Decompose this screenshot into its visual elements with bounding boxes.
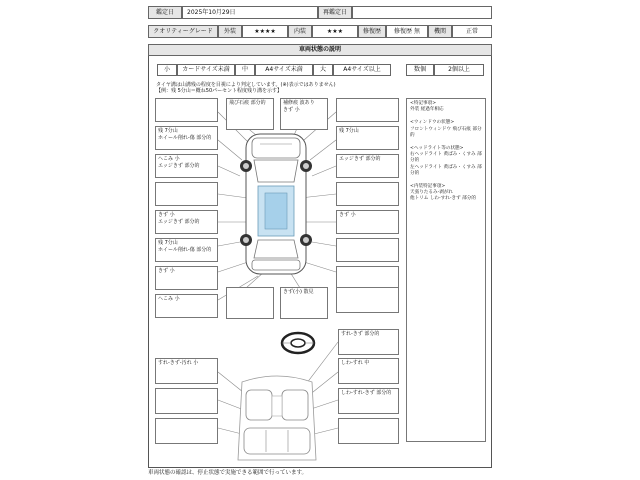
appraisal-date-value: 2025年10月29日 xyxy=(182,6,318,19)
count-desc: 2個以上 xyxy=(434,64,484,76)
window-heading: <ウィンドウの状態> xyxy=(410,120,455,126)
headlight-note-left: 左ヘッドライト 黄ばみ・くすみ 部分的 xyxy=(410,164,482,176)
tire-note-example: 【例：残 5分山＝概ね50パーセント程度残り溝を示す】 xyxy=(156,88,283,94)
condition-box-top-a: 飛び石痕 部分的 xyxy=(226,98,274,130)
appraisal-date-label: 鑑定日 xyxy=(148,6,182,19)
reappraisal-date-value xyxy=(352,6,492,19)
reappraisal-date-label: 再鑑定日 xyxy=(318,6,352,19)
engine-value: 正常 xyxy=(452,25,492,38)
interior-box-left-3 xyxy=(155,418,218,444)
exterior-label: 外装 xyxy=(218,25,242,38)
condition-box-left-4 xyxy=(155,182,218,206)
special-note-exterior: 外装 経過年相応 xyxy=(410,107,444,113)
steering-wheel-icon xyxy=(280,331,316,355)
condition-box-bottom-b: きず(小) 散見 xyxy=(280,287,328,319)
interior-view-diagram xyxy=(232,372,322,462)
condition-box-right-6 xyxy=(336,238,399,262)
condition-box-left-3: へこみ 小 エッジきず 部分的 xyxy=(155,154,218,178)
condition-box-right-5: きず 小 xyxy=(336,210,399,234)
interior-note-trim: 他トリム しわ-すれ-きず 部分的 xyxy=(410,196,476,202)
condition-box-bottom-a xyxy=(226,287,274,319)
condition-box-bottom-c xyxy=(336,287,399,313)
special-notes-panel xyxy=(406,98,486,442)
condition-box-left-2: 残 7分山 ホイール削れ-傷 部分的 xyxy=(155,126,218,150)
interior-box-left-1: すれ-きず-汚れ 小 xyxy=(155,358,218,384)
headlight-heading: <ヘッドライト等の状態> xyxy=(410,145,464,151)
special-notes-heading: <特記事項> xyxy=(410,101,437,106)
car-top-view-diagram xyxy=(236,130,316,280)
condition-box-right-1 xyxy=(336,98,399,122)
size-small-desc: カードサイズ未満 xyxy=(177,64,235,76)
condition-box-left-7: きず 小 xyxy=(155,266,218,290)
repair-history-value: 修復歴 無 xyxy=(386,25,428,38)
condition-box-left-5: きず 小 エッジきず 部分的 xyxy=(155,210,218,234)
interior-notes-heading: <内装特記事項> xyxy=(410,183,446,189)
condition-box-right-3: エッジきず 部分的 xyxy=(336,154,399,178)
size-large-desc: A4サイズ以上 xyxy=(333,64,391,76)
footer-note: 車両状態の確認は、停止状態で実施できる範囲で行っています。 xyxy=(148,470,308,476)
exterior-rating: ★★★★ xyxy=(242,25,288,38)
condition-box-right-2: 残 7分山 xyxy=(336,126,399,150)
condition-box-right-4 xyxy=(336,182,399,206)
interior-label: 内装 xyxy=(288,25,312,38)
interior-box-right-2: しわ-すれ 中 xyxy=(338,358,399,384)
repair-history-label: 修復歴 xyxy=(358,25,386,38)
count-label: 数個 xyxy=(406,64,434,76)
interior-box-left-2 xyxy=(155,388,218,414)
size-medium-desc: A4サイズ未満 xyxy=(255,64,313,76)
quality-grade-label: クオリティーグレード xyxy=(148,25,218,38)
size-small-label: 小 xyxy=(157,64,177,76)
headlight-note-right: 右ヘッドライト 黄ばみ・くすみ 部分的 xyxy=(410,152,482,164)
condition-box-left-8: へこみ 小 xyxy=(155,294,218,318)
interior-box-right-4 xyxy=(338,418,399,444)
condition-box-top-b: 補修痕 波あり きず 小 xyxy=(280,98,328,130)
tire-note: タイヤ溝は山溝残の程度を目視により判定しています。(※)表示ではありません) xyxy=(156,82,336,88)
size-large-label: 大 xyxy=(313,64,333,76)
interior-box-right-1: すれ-きず 部分的 xyxy=(338,329,399,355)
engine-label: 機関 xyxy=(428,25,452,38)
window-note: フロントウィンドウ 飛び石痕 部分的 xyxy=(410,126,482,138)
section-title: 車両状態の説明 xyxy=(148,44,492,56)
interior-rating: ★★★ xyxy=(312,25,358,38)
condition-box-left-1 xyxy=(155,98,218,122)
size-medium-label: 中 xyxy=(235,64,255,76)
interior-note-headliner: 天張りたるみ-剥がれ xyxy=(410,190,454,196)
interior-box-right-3: しわ-すれ-きず 部分的 xyxy=(338,388,399,414)
condition-box-left-6: 残 7分山 ホイール削れ-傷 部分的 xyxy=(155,238,218,262)
